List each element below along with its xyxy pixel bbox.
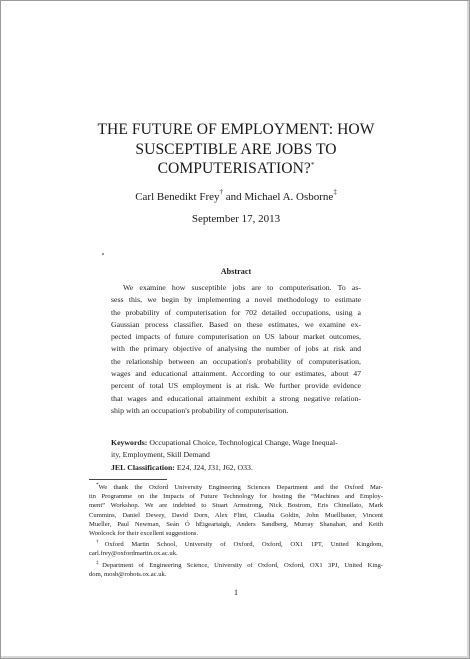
abstract-line: ship with an occupation's probability of computerisation. (111, 405, 289, 415)
footnote-mark: † (96, 540, 105, 546)
abstract-body (111, 282, 361, 417)
keywords-block (111, 437, 361, 474)
keywords-text: Occupational Choice, Technological Change, Wage Inequal- (147, 438, 338, 447)
author-name: Michael A. Osborne (244, 191, 334, 203)
footnote-text: Oxford Martin School, University of Oxford, Oxford, OX1 1PT, United Kingdom, (104, 541, 383, 549)
footnote-line: carl.frey@oxfordmartin.ox.ac.uk. (89, 550, 178, 558)
footnote-line: Woolcock for their excellent suggestions. (89, 530, 199, 538)
footnote-line: Mueller, Paul Newman, Seán Ó hÉigeartaigh, Anders Sandberg, Murray Shanahan, and Keith (89, 520, 383, 528)
footnotes (89, 483, 383, 579)
author-footnote-mark: † (219, 188, 224, 196)
footnote-line (89, 561, 383, 570)
footnote-line (89, 483, 383, 492)
author-footnote-mark: ‡ (333, 188, 337, 196)
abstract-line: that wages and educational attainment exhibit a strong negative relation- (111, 393, 361, 403)
abstract-line: the probability of computerisation for 702 detailed occupations, using a (111, 307, 361, 317)
footnote-text: We thank the Oxford University Engineering Sciences Department and the Oxford Mar- (98, 484, 383, 491)
paper-title (61, 120, 411, 179)
keywords-line (111, 437, 361, 449)
author-list (61, 190, 411, 204)
abstract-line: We examine how susceptible jobs are to computerisation. To as- (123, 283, 361, 292)
title-line: SUSCEPTIBLE ARE JOBS TO (135, 140, 337, 158)
footnote-mark: * (96, 483, 99, 488)
footnote-line: dom, mosb@robots.ox.ac.uk. (89, 570, 167, 578)
abstract-line: Gaussian process classifier. Based on these estimates, we examine ex- (111, 319, 361, 329)
abstract-line: with the primary objective of analysing the number of jobs at risk and (111, 344, 361, 354)
footnote-line: ment” Workshop. We are indebted to Stuart Armstrong, Nick Bostrom, Eris Chinellato, Mark (89, 502, 383, 510)
title-line (61, 159, 411, 179)
title-line-text: COMPUTERISATION? (157, 160, 311, 177)
abstract-heading: Abstract (220, 267, 252, 276)
footnote-line: Cummins, Daniel Dewey, David Dorn, Alex Flint, Claudia Goldin, John Muellbauer, Vincent (89, 511, 383, 519)
keywords-label: Keywords: (111, 438, 148, 447)
paper-date: September 17, 2013 (191, 213, 281, 225)
jel-label: JEL (111, 462, 126, 472)
footnote-mark: ‡ (96, 560, 103, 566)
footnote-line (89, 540, 383, 549)
jel-label-rest: Classification: (125, 462, 175, 472)
footnote-divider (89, 479, 167, 480)
abstract-line: wages and educational attainment. According to our estimates, about 47 (111, 369, 361, 379)
keywords-line: ity, Employment, Skill Demand (111, 450, 210, 460)
title-footnote-mark: * (310, 161, 315, 169)
author-name: Carl Benedikt Frey (135, 191, 220, 203)
abstract-line: percent of total US employment is at risk. We further provide evidence (111, 381, 361, 391)
title-line: THE FUTURE OF EMPLOYMENT: HOW (97, 121, 375, 138)
footnote-text: Department of Engineering Science, University of Oxford, Oxford, OX1 3PJ, United King- (102, 561, 384, 569)
abstract-line: pected impacts of future computerisation on US labour market outcomes, (111, 332, 361, 342)
jel-line (111, 462, 361, 474)
abstract-line: sess this, we begin by implementing a novel methodology to estimate (111, 295, 361, 305)
jel-codes: E24, J24, J31, J62, O33. (174, 462, 253, 472)
stray-dot (102, 253, 104, 255)
author-separator: and (223, 191, 245, 203)
page-number: 1 (233, 587, 239, 597)
footnote-line: tin Programme on the Impacts of Future Technology for hosting the “Machines and Employ- (89, 493, 383, 501)
abstract-line: the relationship between an occupation's probability of computerisation, (111, 356, 361, 366)
